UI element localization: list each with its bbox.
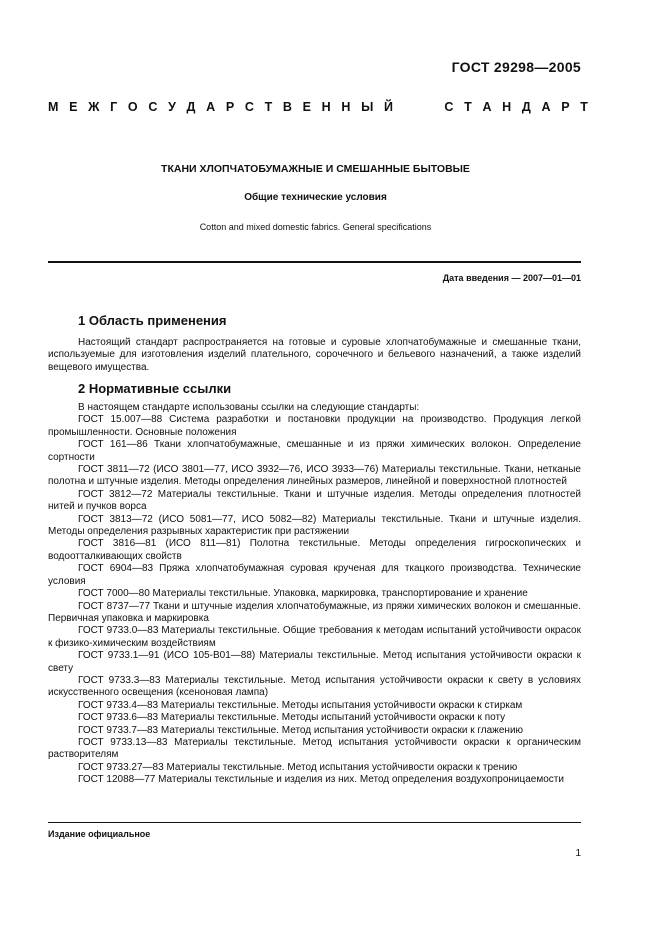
document-subtitle: Общие технические условия: [244, 192, 387, 203]
section-heading-references: 2 Нормативные ссылки: [78, 381, 232, 396]
banner-letter: Н: [341, 100, 351, 114]
interstate-standard-banner: [48, 100, 588, 114]
banner-letter: В: [282, 100, 292, 114]
reference-item: ГОСТ 15.007—88 Система разработки и постановки продукции на производство. Продукция легкой промышленности. Основные положения: [48, 414, 581, 438]
banner-letter: Т: [464, 100, 472, 114]
reference-item: ГОСТ 6904—83 Пряжа хлопчатобумажная суровая крученая для ткацкого производства. Технические условия: [48, 563, 581, 587]
official-edition-label: Издание официальное: [48, 829, 151, 839]
banner-letter: Р: [225, 100, 235, 114]
banner-letter: А: [482, 100, 492, 114]
reference-item: ГОСТ 9733.7—83 Материалы текстильные. Метод испытания устойчивости окраски к глажению: [78, 724, 524, 736]
reference-item: ГОСТ 7000—80 Материалы текстильные. Упаковка, маркировка, транспортирование и хранение: [78, 588, 528, 600]
banner-letter: С: [444, 100, 454, 114]
banner-letter: О: [127, 100, 138, 114]
banner-letter: С: [148, 100, 158, 114]
references-intro: В настоящем стандарте использованы ссылки на следующие стандарты:: [78, 402, 420, 413]
reference-item: ГОСТ 12088—77 Материалы текстильные и изделия из них. Метод определения воздухопроницаемости: [78, 774, 564, 786]
scope-text: Настоящий стандарт распространяется на готовые и суровые хлопчатобумажные и смешанные ткани, используемые для изготовления изделий плательного, сорочечного и бельевого назначений, а также изделий вещевого имущества.: [48, 337, 581, 373]
banner-letter: М: [48, 100, 59, 114]
reference-item: ГОСТ 9733.6—83 Материалы текстильные. Методы испытаний устойчивости окраски к поту: [78, 712, 506, 724]
reference-item: ГОСТ 9733.1—91 (ИСО 105-В01—88) Материалы текстильные. Метод испытания устойчивости окраски к свету: [48, 650, 581, 674]
page-number: 1: [575, 848, 581, 859]
reference-item: ГОСТ 9733.13—83 Материалы текстильные. Метод испытания устойчивости окраски к органическим растворителям: [48, 736, 581, 761]
document-title-english: Cotton and mixed domestic fabrics. General specifications: [199, 222, 432, 232]
introduction-date: Дата введения — 2007—01—01: [442, 273, 581, 283]
reference-item: ГОСТ 3811—72 (ИСО 3801—77, ИСО 3932—76, ИСО 3933—76) Материалы текстильные. Ткани, нетканые полотна и штучные изделия. Методы определения линейных размеров, линейной и поверхностной плотностей: [48, 464, 581, 488]
banner-letter: Н: [502, 100, 512, 114]
banner-letter: Т: [264, 100, 273, 114]
banner-letter: Ы: [361, 100, 374, 114]
reference-item: ГОСТ 9733.0—83 Материалы текстильные. Общие требования к методам испытаний устойчивости окрасок к физико-химическим воздействиям: [48, 625, 581, 649]
banner-letter: Д: [186, 100, 196, 114]
banner-letter: С: [244, 100, 254, 114]
banner-letter: У: [168, 100, 176, 114]
banner-letter: Н: [321, 100, 331, 114]
normative-references-list: [48, 402, 581, 787]
banner-letter: Й: [384, 100, 394, 114]
section-heading-scope: 1 Область применения: [78, 313, 227, 328]
reference-item: ГОСТ 3813—72 (ИСО 5081—77, ИСО 5082—82) Материалы текстильные. Ткани и штучные изделия. Методы определения разрывных характеристик при растяжении: [48, 513, 581, 538]
banner-letter: А: [206, 100, 216, 114]
footer-divider: [48, 822, 581, 823]
reference-item: ГОСТ 9733.27—83 Материалы текстильные. Метод испытания устойчивости окраски к трению: [78, 761, 518, 773]
reference-item: ГОСТ 9733.4—83 Материалы текстильные. Методы испытания устойчивости окраски к стиркам: [78, 699, 523, 711]
banner-letter: Е: [69, 100, 78, 114]
title-divider: [48, 261, 581, 263]
banner-letter: Р: [561, 100, 570, 114]
reference-item: ГОСТ 3816—81 (ИСО 811—81) Полотна текстильные. Методы определения гигроскопических и водоотталкивающих свойств: [48, 538, 581, 562]
banner-letter: Д: [521, 100, 531, 114]
banner-letter: Е: [302, 100, 311, 114]
reference-item: ГОСТ 161—86 Ткани хлопчатобумажные, смешанные и из пряжи химических волокон. Определение сортности: [48, 439, 581, 463]
reference-item: ГОСТ 8737—77 Ткани и штучные изделия хлопчатобумажные, из пряжи химических волокон и смешанные. Первичная упаковка и маркировка: [48, 600, 581, 624]
banner-word-gap: [404, 100, 434, 114]
banner-letter: А: [541, 100, 551, 114]
banner-letter: Г: [110, 100, 118, 114]
reference-item: ГОСТ 9733.3—83 Материалы текстильные. Метод испытания устойчивости окраски к свету в условиях искусственного освещения (ксеноновая лампа): [48, 674, 581, 699]
scope-paragraph: [48, 337, 581, 374]
standard-number: ГОСТ 29298—2005: [451, 59, 581, 75]
reference-item: ГОСТ 3812—72 Материалы текстильные. Ткани и штучные изделия. Методы определения плотностей нитей и пучков ворса: [48, 488, 581, 513]
banner-letter: Т: [580, 100, 588, 114]
document-title: ТКАНИ ХЛОПЧАТОБУМАЖНЫЕ И СМЕШАННЫЕ БЫТОВЫЕ: [161, 163, 470, 175]
banner-letter: Ж: [88, 100, 100, 114]
